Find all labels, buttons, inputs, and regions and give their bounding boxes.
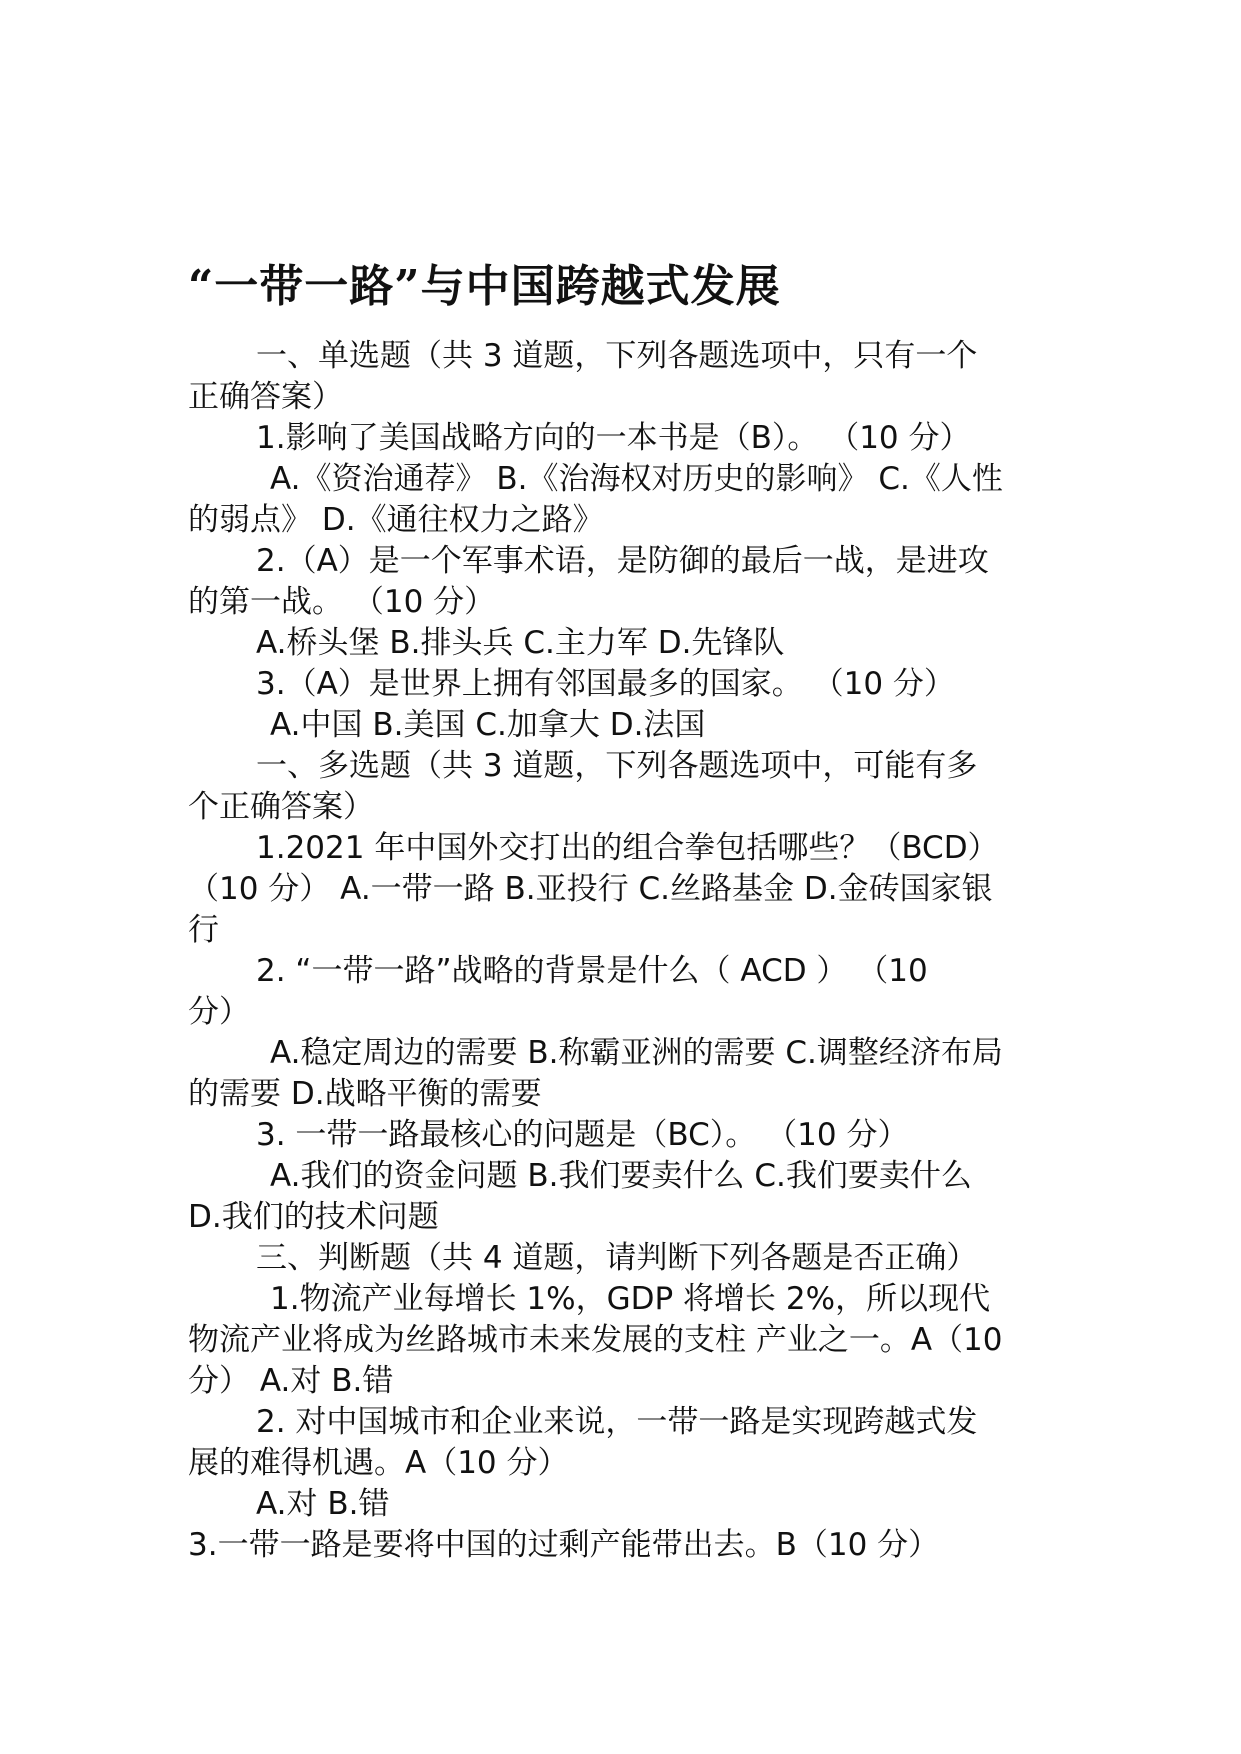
options-line: A.对 B.错 — [256, 1486, 390, 1522]
question-line: 2. 对中国城市和企业来说，一带一路是实现跨越式发 — [256, 1404, 978, 1440]
text-line: 行 — [188, 912, 219, 948]
options-line: 的需要 D.战略平衡的需要 — [188, 1076, 542, 1112]
question-line: 2.（A）是一个军事术语，是防御的最后一战，是进攻 — [256, 543, 989, 579]
text-line: 分） — [188, 994, 250, 1030]
question-line: 1.影响了美国战略方向的一本书是（B）。 （10 分） — [256, 420, 971, 456]
text-line: 正确答案） — [188, 379, 343, 415]
document-title: “一带一路”与中国跨越式发展 — [188, 261, 781, 312]
question-line: 1.2021 年中国外交打出的组合拳包括哪些？（BCD） — [256, 830, 999, 866]
options-line: A.我们的资金问题 B.我们要卖什么 C.我们要卖什么 — [270, 1158, 972, 1194]
section-true-false-heading: 三、判断题（共 4 道题，请判断下列各题是否正确） — [256, 1240, 978, 1276]
options-line: A.桥头堡 B.排头兵 C.主力军 D.先锋队 — [256, 625, 785, 661]
question-line: 1.物流产业每增长 1%，GDP 将增长 2%，所以现代 — [270, 1281, 991, 1317]
section-single-choice-heading: 一、单选题（共 3 道题，下列各题选项中，只有一个 — [256, 338, 978, 374]
text-line: 物流产业将成为丝路城市未来发展的支柱 产业之一。A（10 — [188, 1322, 1003, 1358]
options-line: 分） A.对 B.错 — [188, 1363, 394, 1399]
options-line: 的弱点》 D.《通往权力之路》 — [188, 502, 604, 538]
question-line: 2. “一带一路”战略的背景是什么（ ACD ） （10 — [256, 953, 928, 989]
question-line: 3. 一带一路最核心的问题是（BC）。 （10 分） — [256, 1117, 909, 1153]
question-line: 3.一带一路是要将中国的过剩产能带出去。B（10 分） — [188, 1527, 940, 1563]
question-line: 3.（A）是世界上拥有邻国最多的国家。 （10 分） — [256, 666, 955, 702]
section-multi-choice-heading: 一、多选题（共 3 道题，下列各题选项中，可能有多 — [256, 748, 978, 784]
text-line: 的第一战。 （10 分） — [188, 584, 496, 620]
options-line: （10 分） A.一带一路 B.亚投行 C.丝路基金 D.金砖国家银 — [188, 871, 993, 907]
options-line: D.我们的技术问题 — [188, 1199, 439, 1235]
text-line: 展的难得机遇。A（10 分） — [188, 1445, 569, 1481]
options-line: A.稳定周边的需要 B.称霸亚洲的需要 C.调整经济布局 — [270, 1035, 1003, 1071]
options-line: A.《资治通荐》 B.《治海权对历史的影响》 C.《人性 — [270, 461, 1003, 497]
text-line: 个正确答案） — [188, 789, 374, 825]
options-line: A.中国 B.美国 C.加拿大 D.法国 — [270, 707, 706, 743]
